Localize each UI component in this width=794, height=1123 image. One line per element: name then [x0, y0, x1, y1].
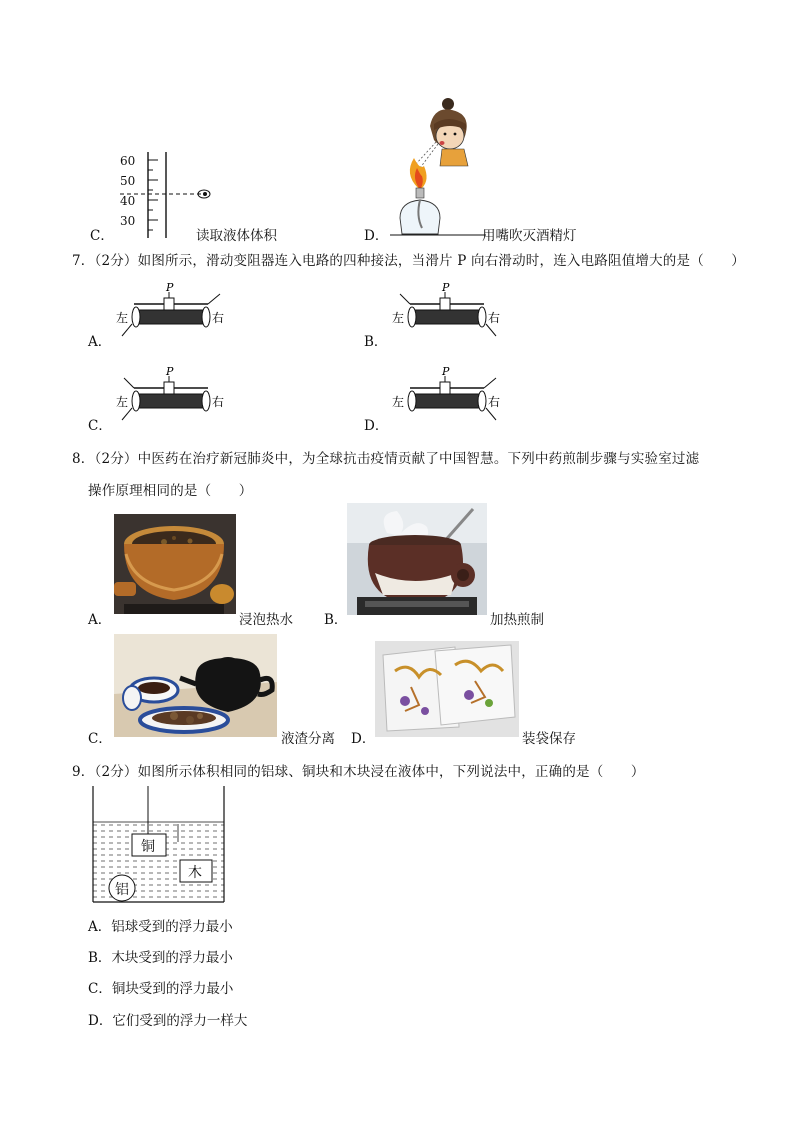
option-caption: 用嘴吹灭酒精灯	[482, 228, 577, 244]
right-label: 右	[212, 311, 225, 325]
right-label: 右	[212, 395, 225, 409]
option-letter: D．	[351, 731, 376, 747]
q9-option-b: B．木块受到的浮力最小	[88, 950, 233, 966]
option-letter: A．	[88, 334, 112, 350]
soaking-pot-photo	[114, 514, 236, 614]
slider-label: P	[166, 366, 174, 378]
packaged-bags-photo	[375, 641, 519, 737]
buoyancy-container-diagram	[92, 786, 226, 904]
q7-option-a	[88, 282, 238, 350]
wood-block-label: 木	[188, 865, 202, 881]
option-letter: D．	[364, 418, 389, 434]
question-9-stem: 9．（2分）如图所示体积相同的铝球、铜块和木块浸在液体中，下列说法中，正确的是（ ）	[72, 764, 645, 780]
option-letter: B．	[324, 612, 348, 628]
q7-option-c	[88, 366, 238, 434]
left-label: 左	[392, 395, 405, 409]
cylinder-tick-30: 30	[120, 214, 136, 228]
left-label: 左	[392, 311, 405, 325]
slider-label: P	[442, 282, 450, 294]
option-caption: 读取液体体积	[196, 228, 277, 244]
cylinder-tick-50: 50	[120, 174, 136, 188]
right-label: 右	[488, 311, 501, 325]
question-8-stem-line2: 操作原理相同的是（ ）	[88, 483, 253, 499]
option-letter: B．	[364, 334, 388, 350]
option-letter: C．	[90, 228, 114, 244]
rheostat-diagram	[116, 282, 236, 342]
option-letter: C．	[88, 418, 112, 434]
right-label: 右	[488, 395, 501, 409]
option-caption: 加热煎制	[490, 612, 544, 628]
cylinder-tick-60: 60	[120, 154, 136, 168]
left-label: 左	[116, 395, 129, 409]
rheostat-diagram	[392, 366, 512, 426]
q6-option-d	[364, 96, 624, 242]
option-caption: 液渣分离	[281, 731, 335, 747]
aluminum-ball-label: 铝	[115, 882, 129, 898]
alcohol-lamp-blowing-illustration	[390, 96, 490, 242]
rheostat-diagram	[392, 282, 512, 342]
q9-option-d: D．它们受到的浮力一样大	[88, 1013, 248, 1029]
slider-label: P	[166, 282, 174, 294]
question-8-stem-line1: 8．（2分）中医药在治疗新冠肺炎中，为全球抗击疫情贡献了中国智慧。下列中药煎制步骤与实验室过滤	[72, 451, 700, 467]
q9-option-c: C．铜块受到的浮力最小	[88, 981, 234, 997]
q9-option-a: A．铝球受到的浮力最小	[88, 919, 233, 935]
cylinder-tick-40: 40	[120, 194, 136, 208]
left-label: 左	[116, 311, 129, 325]
decoction-pot-photo	[347, 503, 487, 615]
option-letter: C．	[88, 731, 112, 747]
liquid-residue-separation-photo	[114, 634, 277, 737]
q7-option-d	[364, 366, 514, 434]
option-letter: D．	[364, 228, 389, 244]
option-letter: A．	[88, 612, 112, 628]
q6-option-c	[88, 150, 358, 242]
question-7-stem: 7．（2分）如图所示，滑动变阻器连入电路的四种接法，当滑片 P 向右滑动时，连入电路阻值增大的是（ ）	[72, 253, 745, 269]
q7-option-b	[364, 282, 514, 350]
option-caption: 浸泡热水	[239, 612, 293, 628]
rheostat-diagram	[116, 366, 236, 426]
option-caption: 装袋保存	[522, 731, 576, 747]
copper-block-label: 铜	[141, 839, 155, 855]
slider-label: P	[442, 366, 450, 378]
